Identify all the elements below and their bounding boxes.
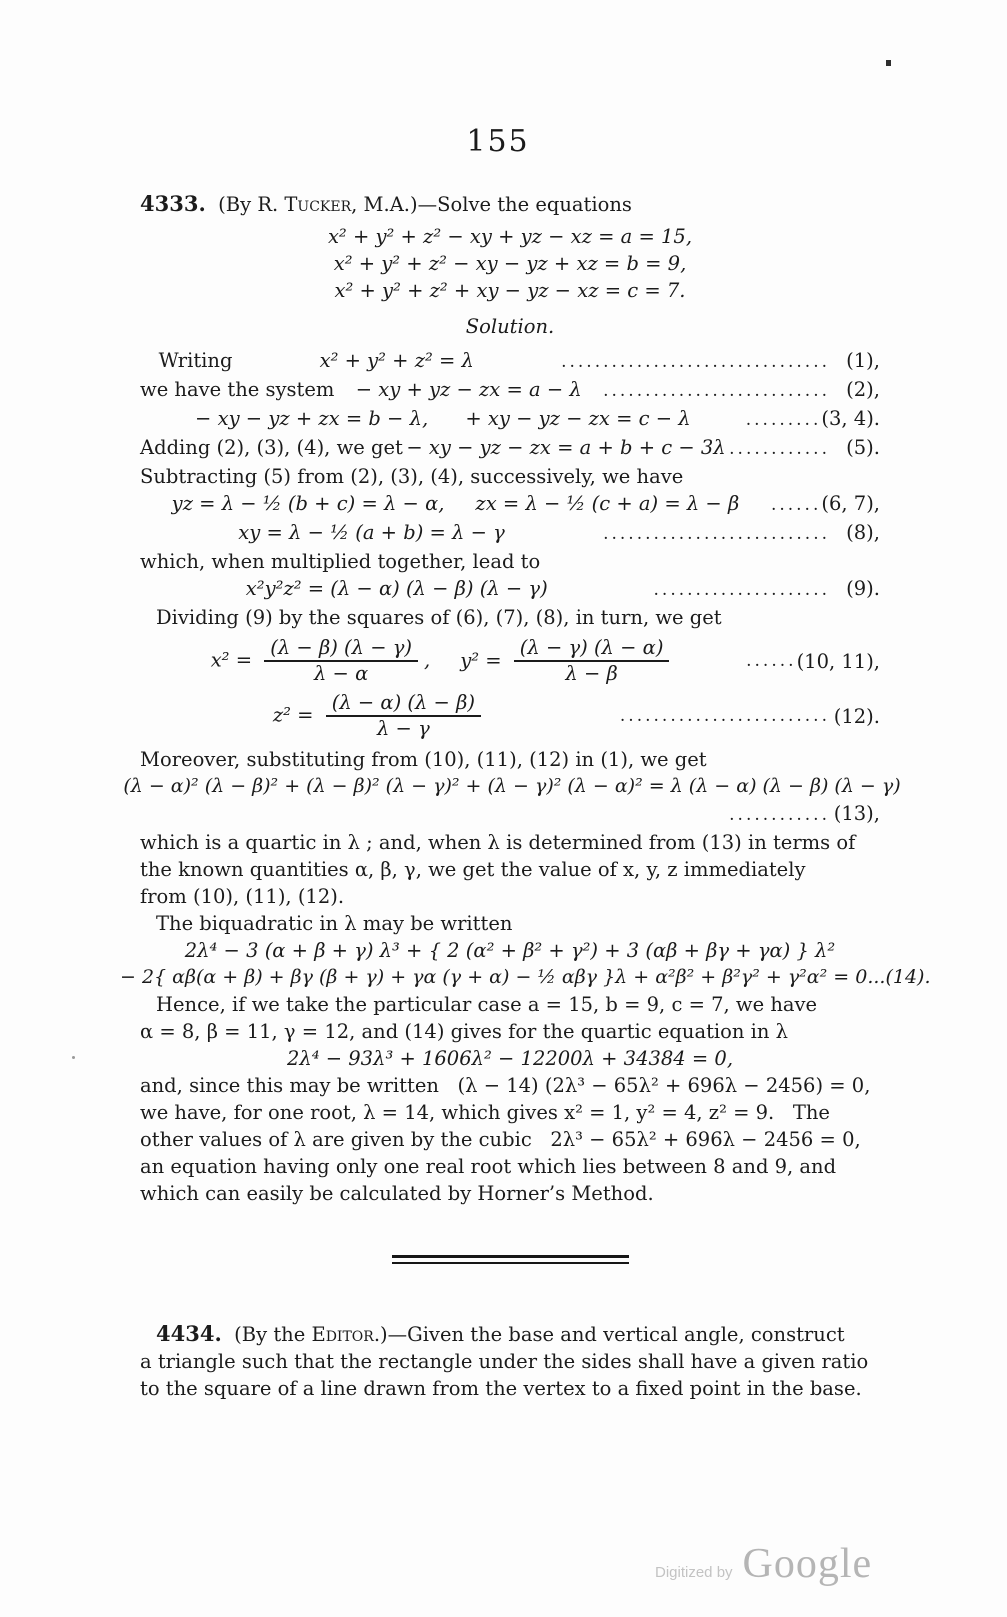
display-equation-14a: 2λ⁴ − 3 (α + β + γ) λ³ + { 2 (α² + β² + γ²) + 3 (αβ + βγ + γα) } λ²: [184, 939, 836, 962]
byline-suffix: , M.A.)—Solve the equations: [351, 193, 632, 216]
equation-a: x² + y² + z² − xy + yz − xz = a = 15,: [327, 225, 693, 248]
fraction-numerator: (λ − β) (λ − γ): [264, 636, 418, 662]
eq-number: (1),: [846, 349, 880, 372]
byline-suffix: .)—Given the base and vertical angle, construct: [373, 1323, 845, 1346]
eq-line-10-11: [140, 636, 880, 686]
display-equation-13: (λ − α)² (λ − β)² + (λ − β)² (λ − γ)² + (λ − γ)² (λ − α)² = λ (λ − α) (λ − β) (λ − γ): [123, 775, 901, 797]
paragraph-line: to the square of a line drawn from the vertex to a fixed point in the base.: [140, 1377, 862, 1400]
eq-label: Writing: [140, 349, 233, 372]
paragraph-line: from (10), (11), (12).: [140, 885, 345, 908]
paragraph-line: Moreover, substituting from (10), (11), (12) in (1), we get: [140, 748, 707, 771]
fraction-numerator: (λ − α) (λ − β): [326, 691, 481, 717]
paragraph-line: which is a quartic in λ ; and, when λ is determined from (13) in terms of: [140, 831, 856, 854]
eq-number: (2),: [846, 378, 880, 401]
dot-leader: ................................: [561, 352, 830, 372]
eq-line-8: [140, 519, 880, 548]
solution-heading: Solution.: [465, 315, 555, 338]
eq-lhs: z² =: [272, 703, 320, 727]
eq-number: (5).: [846, 436, 880, 459]
eq-line-6-7: [140, 490, 880, 519]
problem-4434-heading: [140, 1320, 880, 1348]
dot-leader: ............: [729, 805, 830, 825]
dot-leader: .........: [745, 410, 822, 430]
display-equation-quartic: 2λ⁴ − 93λ³ + 1606λ² − 12200λ + 34384 = 0,: [286, 1047, 734, 1070]
eq-label: Adding (2), (3), (4), we get: [140, 436, 403, 459]
eq-math: x²y²z² = (λ − α) (λ − β) (λ − γ): [245, 577, 548, 600]
eq-math: yz = λ − ½ (b + c) = λ − α, zx = λ − ½ (c + a) = λ − β: [171, 492, 740, 515]
paragraph-line: Dividing (9) by the squares of (6), (7), (8), in turn, we get: [156, 606, 722, 629]
paragraph-line: a triangle such that the rectangle under the sides shall have a given ratio: [140, 1350, 869, 1373]
byline-prefix: (By R.: [205, 193, 285, 216]
paragraph-line: we have, for one root, λ = 14, which gives x² = 1, y² = 4, z² = 9. The: [140, 1101, 830, 1124]
problem-4434: [140, 1320, 880, 1402]
dot-leader: ......: [770, 495, 822, 515]
eq-lhs: x² =: [210, 648, 259, 672]
eq-number: (12).: [833, 704, 880, 728]
author-name: Editor: [311, 1323, 374, 1346]
dot-leader: .........................: [619, 705, 830, 726]
byline-prefix: (By the: [221, 1323, 312, 1346]
paragraph-line: which, when multiplied together, lead to: [140, 550, 541, 573]
dot-leader: ...........................: [603, 524, 830, 544]
eq-line-9: [140, 575, 880, 604]
fraction: [514, 636, 670, 686]
eq-number: (3, 4).: [821, 407, 880, 430]
eq-number: (8),: [846, 521, 880, 544]
fraction-denominator: λ − γ: [376, 717, 430, 740]
dot-leader: ...........................: [603, 381, 830, 401]
fraction-denominator: λ − β: [565, 662, 618, 685]
eq-line-5: [140, 434, 880, 463]
problem-4434-number: 4434.: [156, 1321, 222, 1346]
paragraph-line: other values of λ are given by the cubic 2λ³ − 65λ² + 696λ − 2456 = 0,: [140, 1128, 861, 1151]
page-number: 155: [466, 124, 530, 159]
fraction-numerator: (λ − γ) (λ − α): [514, 636, 670, 662]
equation-b: x² + y² + z² − xy − yz + xz = b = 9,: [333, 252, 687, 275]
eq-number: (6, 7),: [821, 492, 880, 515]
problem-equations: [140, 223, 880, 304]
paragraph-line: Subtracting (5) from (2), (3), (4), successively, we have: [140, 465, 684, 488]
paragraph-line: an equation having only one real root which lies between 8 and 9, and: [140, 1155, 837, 1178]
equation-c: x² + y² + z² + xy − yz − xz = c = 7.: [334, 279, 686, 302]
eq-math: xy = λ − ½ (a + b) = λ − γ: [238, 521, 505, 544]
paragraph-line: and, since this may be written (λ − 14) (2λ³ − 65λ² + 696λ − 2456) = 0,: [140, 1074, 871, 1097]
eq-number: (9).: [846, 577, 880, 600]
eq-number: (10, 11),: [796, 649, 880, 673]
eq-math: − xy − yz − zx = a + b + c − 3λ: [406, 436, 726, 459]
problem-4333-heading: [140, 190, 880, 218]
eq-math: − xy + yz − zx = a − λ: [355, 378, 582, 401]
fraction: [264, 636, 418, 686]
footer: [655, 1540, 872, 1588]
eq-line-3-4: [140, 405, 880, 434]
eq-line-13-continuation: [140, 800, 880, 829]
author-name: Tucker: [284, 193, 352, 216]
problem-4333-number: 4333.: [140, 191, 206, 216]
google-wordmark: Google: [742, 1541, 873, 1587]
fraction-denominator: λ − α: [313, 662, 369, 685]
dot-leader: ............: [729, 439, 830, 459]
paragraph-line: which can easily be calculated by Horner’s Method.: [140, 1182, 654, 1205]
paragraph-line: Hence, if we take the particular case a = 15, b = 9, c = 7, we have: [156, 993, 818, 1016]
digitized-by-label: Digitized by: [655, 1564, 733, 1581]
display-equation-14b: − 2{ αβ(α + β) + βγ (β + γ) + γα (γ + α) − ½ αβγ }λ + α²β² + β²γ² + γ²α² = 0...(14).: [120, 966, 931, 988]
eq-line-1: [140, 347, 880, 376]
paragraph-line: α = 8, β = 11, γ = 12, and (14) gives for the quartic equation in λ: [140, 1020, 789, 1043]
eq-number: (13),: [833, 802, 880, 825]
section-divider-rule: [392, 1255, 629, 1264]
fraction: [326, 691, 481, 741]
eq-line-12: [140, 691, 880, 741]
paragraph-line: the known quantities α, β, γ, we get the value of x, y, z immediately: [140, 858, 806, 881]
scan-speck: [72, 1056, 75, 1059]
eq-separator: ,: [424, 648, 431, 672]
text-column: [120, 190, 931, 1402]
eq-math: x² + y² + z² = λ: [319, 349, 474, 372]
eq-math: [140, 691, 620, 741]
eq-lhs: y² =: [460, 648, 508, 672]
eq-label: we have the system: [140, 378, 335, 401]
scan-speck: [886, 60, 891, 66]
paragraph-line: The biquadratic in λ may be written: [156, 912, 513, 935]
eq-math: − xy − yz + zx = b − λ, + xy − yz − zx = c − λ: [195, 407, 691, 430]
dot-leader: .....................: [653, 580, 830, 600]
dot-leader: ......: [746, 650, 797, 671]
eq-line-2: [140, 376, 880, 405]
eq-math: [140, 636, 746, 686]
